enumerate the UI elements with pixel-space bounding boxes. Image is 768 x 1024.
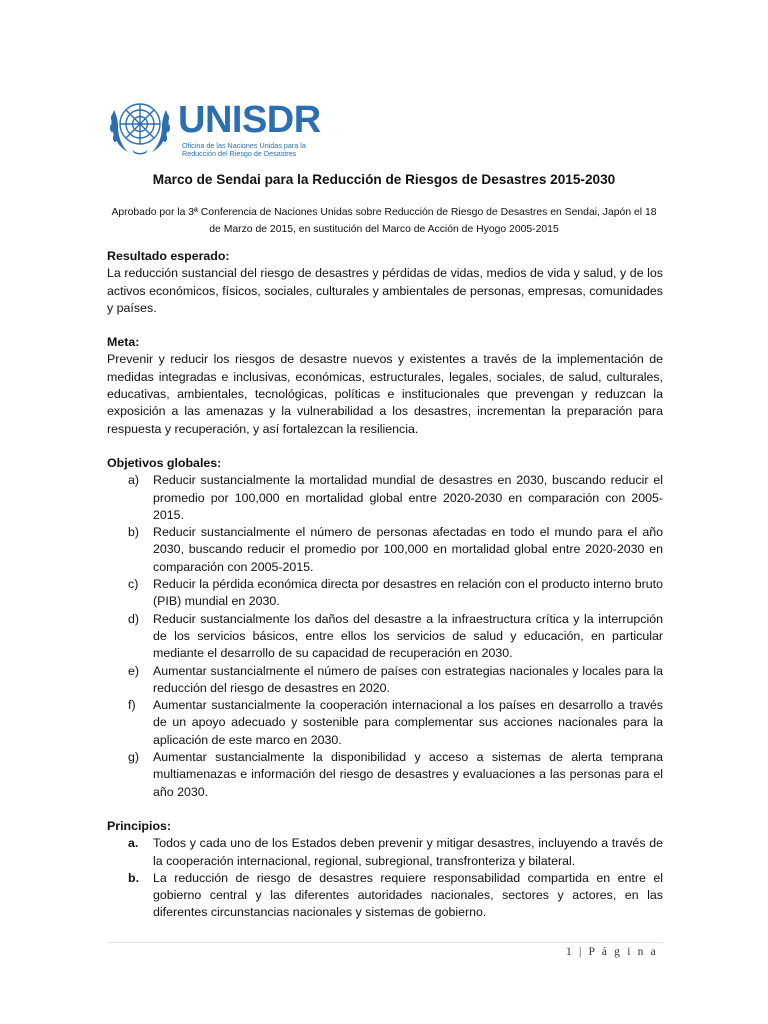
objetivos-list — [107, 472, 663, 801]
logo-subtext: Oficina de las Naciones Unidas para la Reducción del Riesgo de Desastres — [182, 141, 306, 158]
list-marker: b. — [128, 870, 140, 885]
list-item — [107, 663, 663, 698]
document-title: Marco de Sendai para la Reducción de Riesgos de Desastres 2015-2030 — [152, 172, 616, 187]
principios-list — [107, 835, 663, 921]
list-marker: a. — [128, 836, 139, 851]
list-item — [107, 870, 663, 922]
list-item — [107, 524, 663, 576]
list-marker: f) — [128, 698, 136, 713]
resultado-heading: Resultado esperado: — [107, 249, 230, 263]
list-item — [107, 576, 663, 611]
list-item-text: Reducir sustancialmente los daños del desastre a la infraestructura crítica y la interrupción de los servicios básicos, entre ellos los servicios de salud y educación, en particular mediante el desarrollo de su capacidad de recuperación en 2030. — [153, 611, 663, 661]
list-item-text: Aumentar sustancialmente el número de países con estrategias nacionales y locales para la reducción del riesgo de desastres en 2020. — [153, 663, 663, 695]
meta-heading: Meta: — [107, 335, 140, 350]
list-item-text: Todos y cada uno de los Estados deben prevenir y mitigar desastres, incluyendo a través de la cooperación internacional, regional, subregional, transfronteriza y bilateral. — [153, 836, 663, 868]
list-marker: d) — [128, 611, 140, 626]
list-marker: a) — [128, 473, 140, 488]
list-item-text: Aumentar sustancialmente la cooperación internacional a los países en desarrollo a través de un apoyo adecuado y sostenible para complementar sus acciones nacionales para la aplicación de este marco en 2030. — [153, 698, 663, 747]
list-item — [107, 611, 663, 663]
meta-text: Prevenir y reducir los riesgos de desastre nuevos y existentes a través de la implementación de medidas integradas e inclusivas, económicas, estructurales, legales, sociales, de salud, culturales, educativas, ambientales, tecnológicas, políticas e institucionales que prevengan y reduzcan la exposición a las amenazas y la vulnerabilidad a los desastres, incrementan la preparación para respuesta y recuperación, y así fortalezcan la resiliencia. — [107, 352, 663, 436]
list-item-text: Reducir sustancialmente la mortalidad mundial de desastres en 2030, buscando reducir el promedio por 100,000 en mortalidad global entre 2020-2030 en comparación con 2005-2015. — [153, 473, 663, 522]
list-marker: b) — [128, 525, 140, 540]
objetivos-heading: Objetivos globales: — [107, 455, 222, 470]
document-body — [107, 248, 663, 922]
list-marker: e) — [128, 663, 140, 678]
document-subtitle: Aprobado por la 3ª Conferencia de Naciones Unidas sobre Reducción de Riesgo de Desastres en Sendai, Japón el 18 de Marzo de 2015, en sustitución del Marco de Acción de Hyogo 2005-2015 — [111, 207, 657, 235]
list-item-text: Reducir la pérdida económica directa por desastres en relación con el producto interno bruto (PIB) mundial en 2030. — [153, 577, 663, 609]
footer-divider — [107, 942, 663, 943]
list-item — [107, 697, 663, 749]
list-item — [107, 835, 663, 870]
list-item — [107, 472, 663, 524]
list-item-text: Aumentar sustancialmente la disponibilidad y acceso a sistemas de alerta temprana multiamenazas e información del riesgo de desastres y evaluaciones a las personas para el año 2030. — [153, 750, 663, 799]
list-item — [107, 749, 663, 801]
un-emblem-icon — [104, 88, 176, 160]
principios-heading: Principios: — [107, 818, 172, 833]
list-marker: c) — [128, 577, 139, 592]
resultado-text: La reducción sustancial del riesgo de desastres y pérdidas de vidas, medios de vida y salud, y de los activos económicos, físicos, sociales, culturales y ambientales de personas, empresas, comunidades y países. — [107, 266, 663, 315]
unisdr-logo — [104, 88, 320, 166]
list-item-text: Reducir sustancialmente el número de personas afectadas en todo el mundo para el año 2030, buscando reducir el promedio por 100,000 en mortalidad global entre 2020-2030 en comparación con 2005-2015. — [153, 525, 663, 574]
logo-wordmark: UNISDR — [178, 99, 321, 141]
list-marker: g) — [128, 750, 140, 765]
page-number: 1 | P á g i n a — [565, 946, 658, 958]
list-item-text: La reducción de riesgo de desastres requiere responsabilidad compartida en entre el gobierno central y las diferentes autoridades nacionales, sectores y actores, en las diferentes circunstancias nacionales y sistemas de gobierno. — [153, 870, 663, 920]
